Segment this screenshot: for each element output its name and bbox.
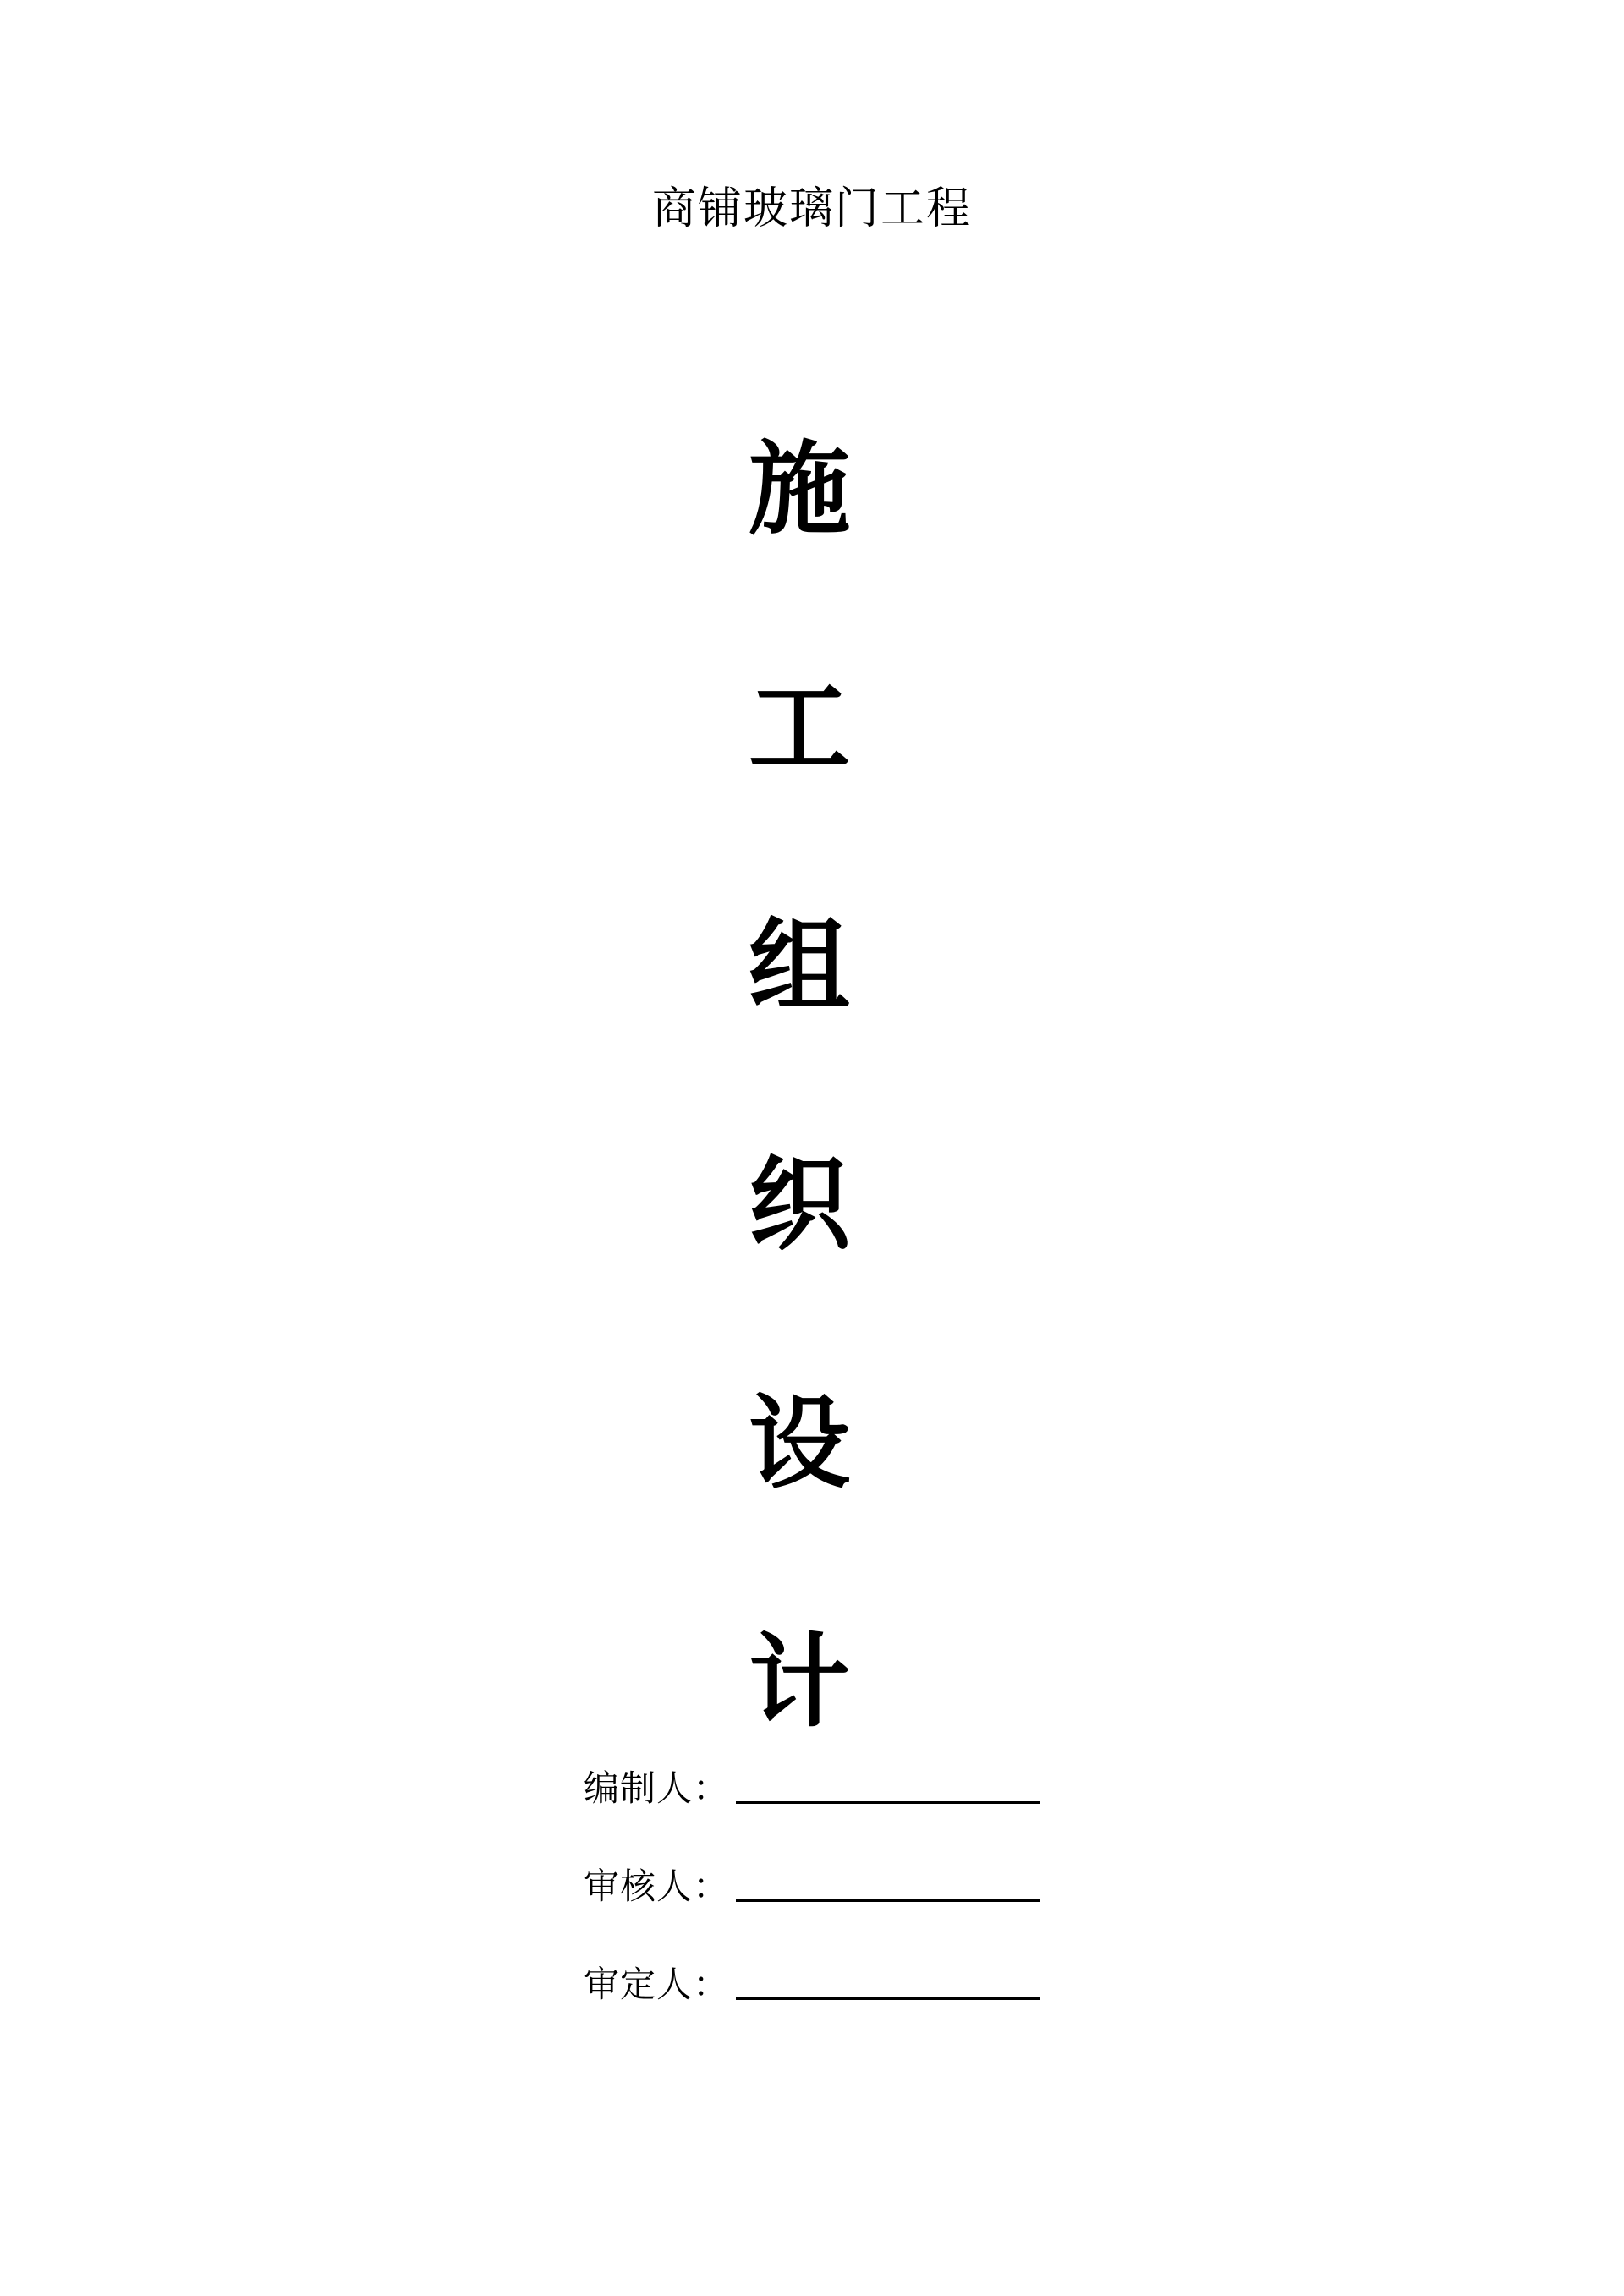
page-title: 商铺玻璃门工程 <box>651 185 972 233</box>
signature-block <box>0 1772 1624 2003</box>
main-title-char-4: 织 <box>749 1149 850 1262</box>
main-title-char-1: 施 <box>749 434 850 546</box>
signature-line-reviewer[interactable] <box>736 1899 1040 1902</box>
main-title-vertical <box>689 434 909 1739</box>
signature-row-preparer <box>0 1772 1624 1807</box>
main-title-char-5: 设 <box>749 1388 850 1500</box>
signature-line-approver[interactable] <box>736 1997 1040 2000</box>
signature-line-preparer[interactable] <box>736 1801 1040 1804</box>
signature-label-approver: 审定人： <box>583 1966 729 2005</box>
main-title-char-6: 计 <box>749 1626 850 1739</box>
signature-label-reviewer: 审核人： <box>583 1868 729 1907</box>
main-title-char-3: 组 <box>749 911 850 1023</box>
main-title-char-2: 工 <box>749 672 850 785</box>
signature-row-approver <box>0 1968 1624 2003</box>
signature-label-preparer: 编制人： <box>583 1770 729 1809</box>
signature-row-reviewer <box>0 1870 1624 1905</box>
